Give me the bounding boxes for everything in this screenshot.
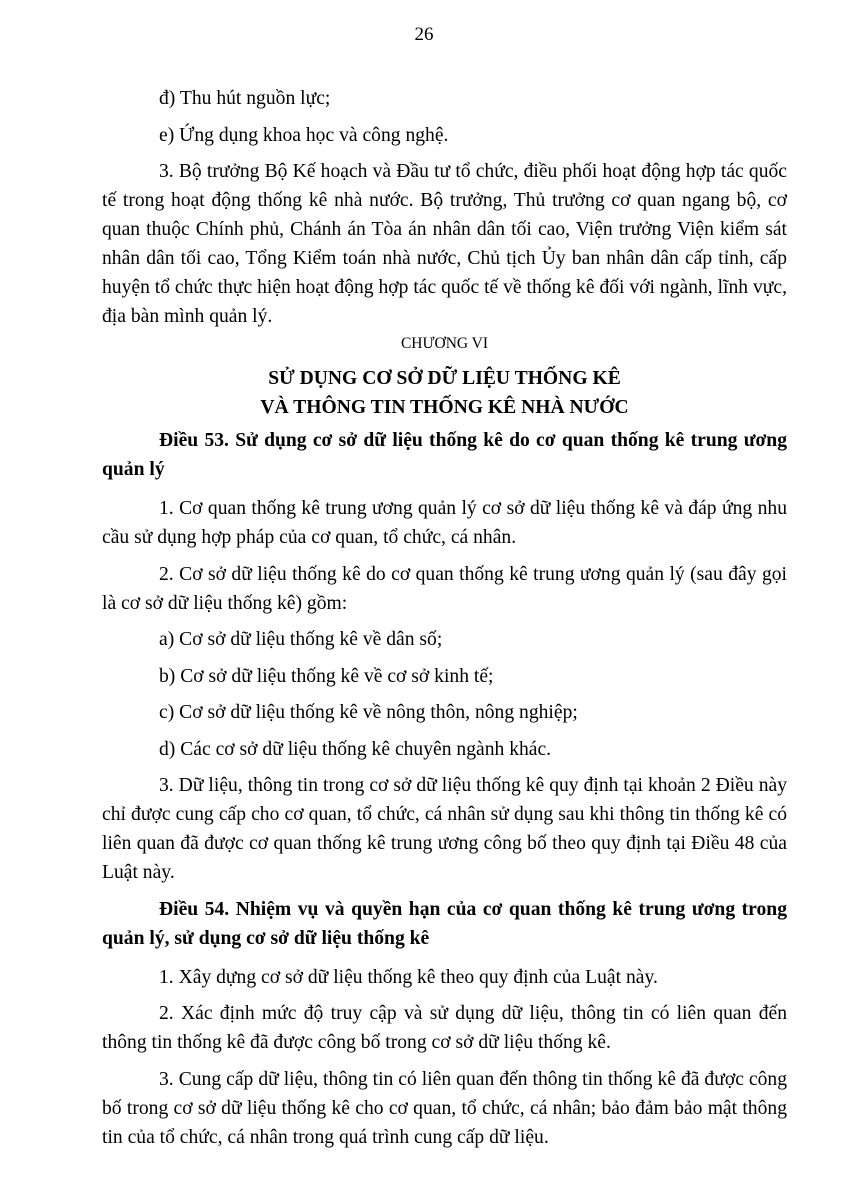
article-54-clause-1: 1. Xây dựng cơ sở dữ liệu thống kê theo quy định của Luật này. bbox=[159, 966, 658, 988]
chapter-title-line-2: VÀ THÔNG TIN THỐNG KÊ NHÀ NƯỚC bbox=[260, 397, 629, 418]
article-53-clause-1: 1. Cơ quan thống kê trung ương quản lý cơ sở dữ liệu thống kê và đáp ứng nhu cầu sử dụng hợp pháp của cơ quan, tổ chức, cá nhân. bbox=[102, 498, 787, 548]
article-54-title: Điều 54. Nhiệm vụ và quyền hạn của cơ quan thống kê trung ương trong quản lý, sử dụng cơ sở dữ liệu thống kê bbox=[102, 898, 787, 949]
article-54-clause-2: 2. Xác định mức độ truy cập và sử dụng dữ liệu, thông tin có liên quan đến thông tin thống kê đã được công bố trong cơ sở dữ liệu thống kê. bbox=[102, 1003, 787, 1053]
article-53-title: Điều 53. Sử dụng cơ sở dữ liệu thống kê do cơ quan thống kê trung ương quản lý bbox=[102, 430, 787, 480]
list-item-e-technology: e) Ứng dụng khoa học và công nghệ. bbox=[159, 124, 449, 146]
article-53-item-a: a) Cơ sở dữ liệu thống kê về dân số; bbox=[159, 629, 443, 650]
article-53-item-b: b) Cơ sở dữ liệu thống kê về cơ sở kinh tế; bbox=[159, 665, 494, 687]
chapter-title bbox=[102, 364, 787, 422]
list-item-d-resources: đ) Thu hút nguồn lực; bbox=[159, 88, 331, 109]
page-content bbox=[102, 84, 787, 1152]
chapter-title-line-1: SỬ DỤNG CƠ SỞ DỮ LIỆU THỐNG KÊ bbox=[268, 368, 621, 389]
page-number: 26 bbox=[414, 24, 434, 45]
clause-3-international-cooperation: 3. Bộ trưởng Bộ Kế hoạch và Đầu tư tổ chức, điều phối hoạt động hợp tác quốc tế trong hoạt động thống kê nhà nước. Bộ trưởng, Thủ trưởng cơ quan ngang bộ, cơ quan thuộc Chính phủ, Chánh án Tòa án nhân dân tối cao, Viện trưởng Viện kiểm sát nhân dân tối cao, Tổng Kiểm toán nhà nước, Chủ tịch Ủy ban nhân dân cấp tỉnh, cấp huyện tổ chức thực hiện hoạt động hợp tác quốc tế về thống kê đối với ngành, lĩnh vực, địa bàn mình quản lý. bbox=[102, 161, 787, 327]
chapter-label: CHƯƠNG VI bbox=[400, 335, 489, 352]
article-53-clause-2: 2. Cơ sở dữ liệu thống kê do cơ quan thống kê trung ương quản lý (sau đây gọi là cơ sở dữ liệu thống kê) gồm: bbox=[102, 563, 787, 614]
article-53-item-c: c) Cơ sở dữ liệu thống kê về nông thôn, nông nghiệp; bbox=[159, 702, 578, 723]
article-53-clause-3: 3. Dữ liệu, thông tin trong cơ sở dữ liệu thống kê quy định tại khoản 2 Điều này chỉ được cung cấp cho cơ quan, tổ chức, cá nhân sử dụng sau khi thông tin thống kê có liên quan đã được cơ quan thống kê trung ương công bố theo quy định tại Điều 48 của Luật này. bbox=[102, 775, 787, 883]
article-53-item-d: d) Các cơ sở dữ liệu thống kê chuyên ngành khác. bbox=[159, 738, 552, 760]
article-54-clause-3: 3. Cung cấp dữ liệu, thông tin có liên quan đến thông tin thống kê đã được công bố trong cơ sở dữ liệu thống kê cho cơ quan, tổ chức, cá nhân; bảo đảm bảo mật thông tin của tổ chức, cá nhân trong quá trình cung cấp dữ liệu. bbox=[102, 1068, 787, 1148]
